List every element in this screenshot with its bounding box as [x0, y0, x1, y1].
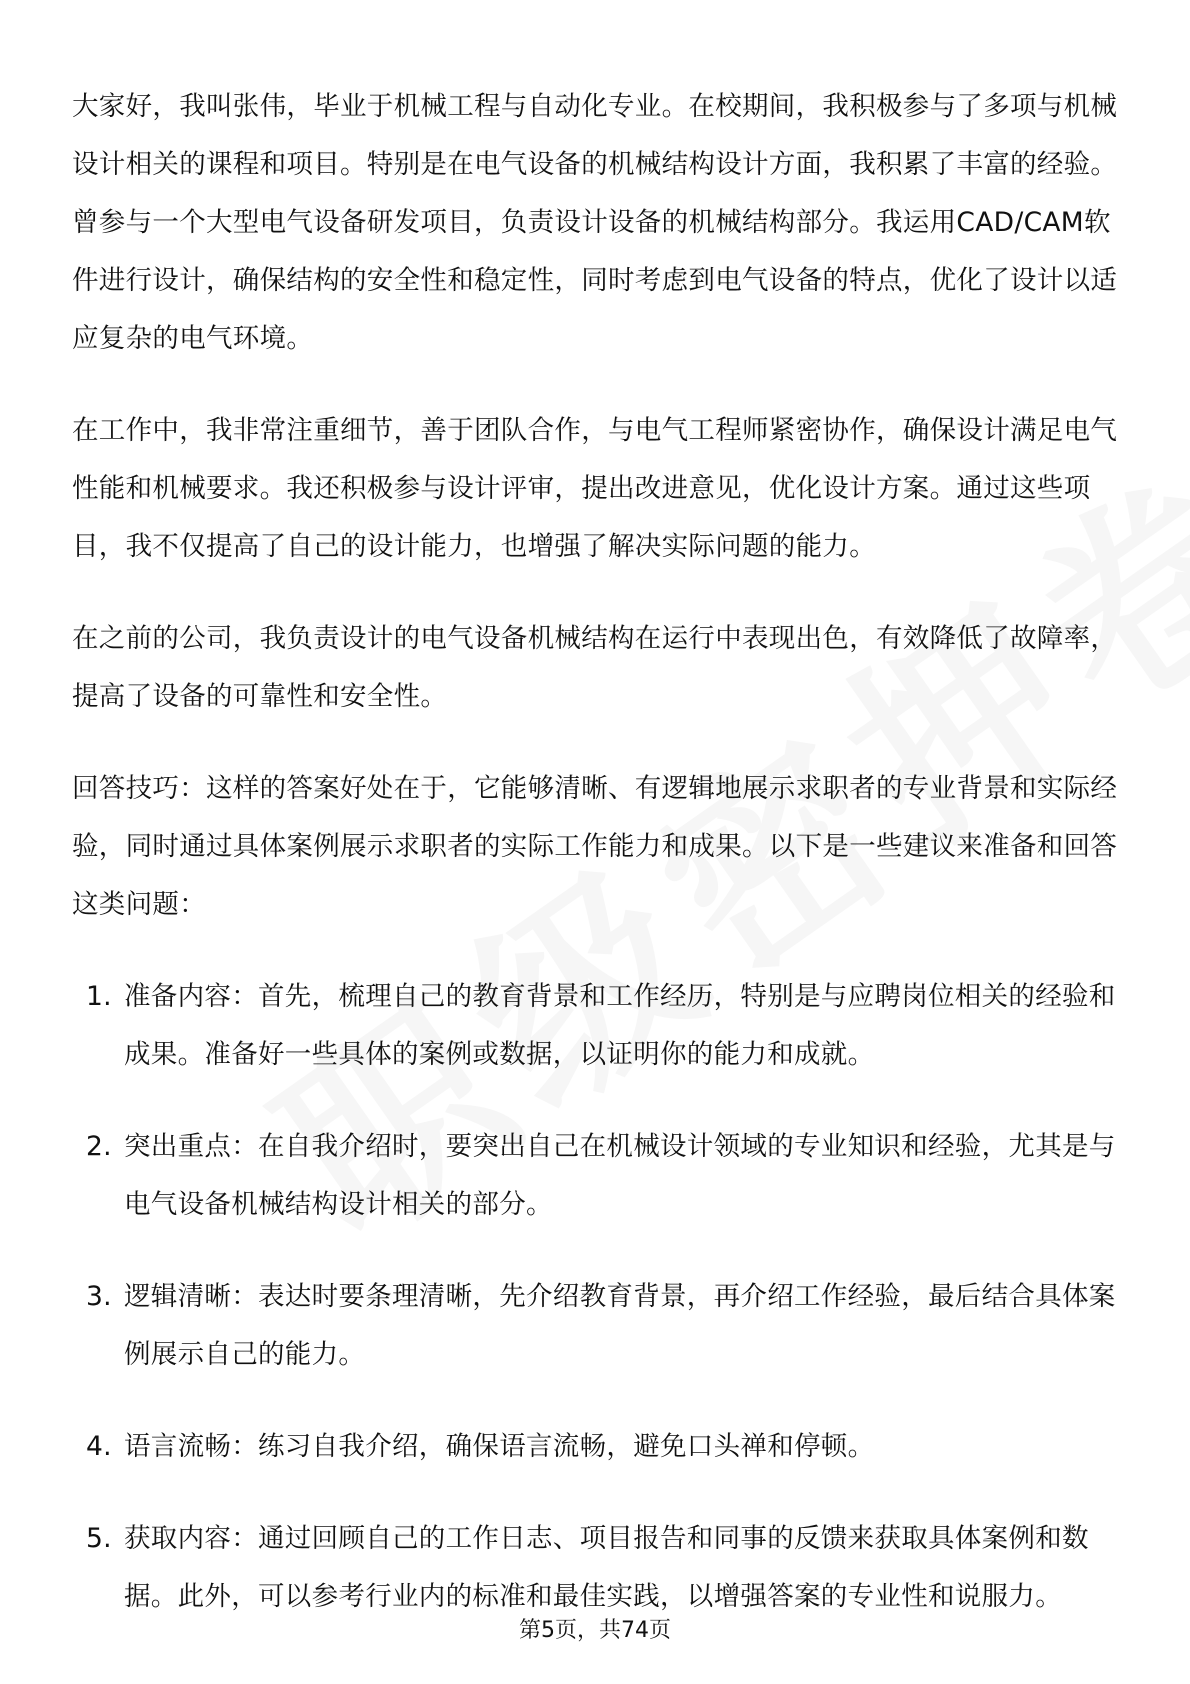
paragraph-work: 在工作中，我非常注重细节，善于团队合作，与电气工程师紧密协作，确保设计满足电气性能和机械要求。我还积极参与设计评审，提出改进意见，优化设计方案。通过这些项目，我不仅提高了自己的设计能力，也增强了解决实际问题的能力。: [72, 415, 1118, 562]
list-item-number: 4.: [86, 1431, 112, 1462]
list-item: [72, 1510, 1118, 1626]
paragraph-intro: 大家好，我叫张伟，毕业于机械工程与自动化专业。在校期间，我积极参与了多项与机械设计相关的课程和项目。特别是在电气设备的机械结构设计方面，我积累了丰富的经验。曾参与一个大型电气设备研发项目，负责设计设备的机械结构部分。我运用CAD/CAM软件进行设计，确保结构的安全性和稳定性，同时考虑到电气设备的特点，优化了设计以适应复杂的电气环境。: [72, 91, 1118, 354]
list-item-number: 2.: [86, 1131, 112, 1162]
tips-list: [72, 968, 1118, 1626]
list-item-text: 准备内容：首先，梳理自己的教育背景和工作经历，特别是与应聘岗位相关的经验和成果。准备好一些具体的案例或数据，以证明你的能力和成就。: [124, 981, 1116, 1070]
page-footer: 第5页，共74页: [519, 1618, 671, 1643]
document-body: [72, 78, 1118, 1660]
list-item-number: 3.: [86, 1281, 112, 1312]
paragraph-answer-tips: 回答技巧：这样的答案好处在于，它能够清晰、有逻辑地展示求职者的专业背景和实际经验，同时通过具体案例展示求职者的实际工作能力和成果。以下是一些建议来准备和回答这类问题：: [72, 773, 1118, 920]
list-item-text: 语言流畅：练习自我介绍，确保语言流畅，避免口头禅和停顿。: [124, 1431, 875, 1462]
list-item-text: 获取内容：通过回顾自己的工作日志、项目报告和同事的反馈来获取具体案例和数据。此外，可以参考行业内的标准和最佳实践，以增强答案的专业性和说服力。: [124, 1523, 1089, 1612]
list-item-text: 突出重点：在自我介绍时，要突出自己在机械设计领域的专业知识和经验，尤其是与电气设备机械结构设计相关的部分。: [124, 1131, 1116, 1220]
list-item: [72, 968, 1118, 1084]
paragraph-previous-company: 在之前的公司，我负责设计的电气设备机械结构在运行中表现出色，有效降低了故障率，提高了设备的可靠性和安全性。: [72, 623, 1118, 712]
list-item-number: 1.: [86, 981, 112, 1012]
list-item-text: 逻辑清晰：表达时要条理清晰，先介绍教育背景，再介绍工作经验，最后结合具体案例展示自己的能力。: [124, 1281, 1116, 1370]
list-item-number: 5.: [86, 1523, 112, 1554]
list-item: [72, 1118, 1118, 1234]
list-item: [72, 1418, 1118, 1476]
list-item: [72, 1268, 1118, 1384]
